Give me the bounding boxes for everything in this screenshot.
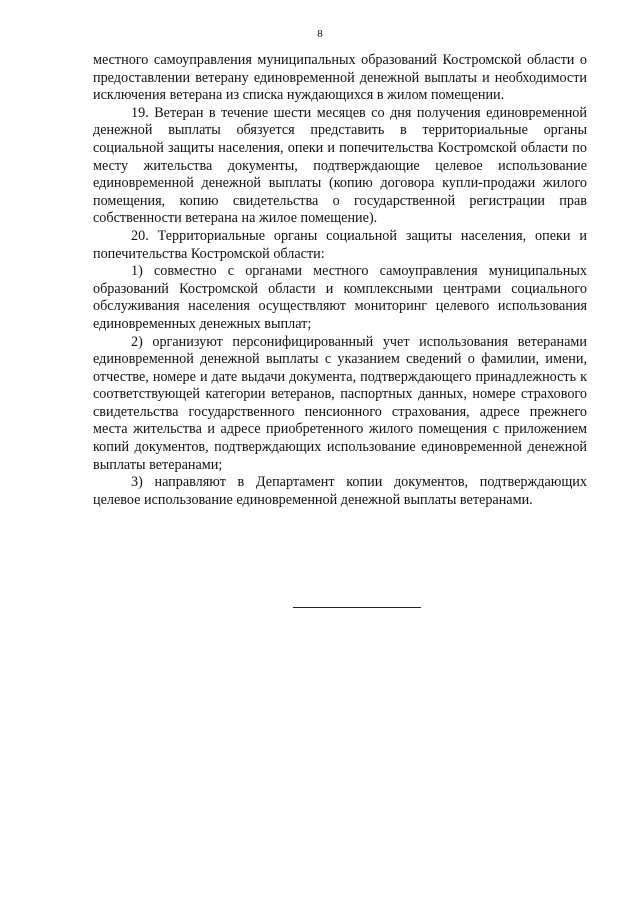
paragraph-item-19: 19. Ветеран в течение шести месяцев со дня получения единовременной денежной выплаты обязуется представить в территориальные органы социальной защиты населения, опеки и попечительства Костромской области по месту жительства документы, подтверждающие целевое использование единовременной денежной выплаты (копию договора купли-продажи жилого помещения, копию свидетельства о государственной регистрации прав собственности ветерана на жилое помещение). [93, 104, 587, 227]
end-of-document-rule [293, 607, 421, 608]
subitem-3: 3) направляют в Департамент копии документов, подтверждающих целевое использование единовременной денежной выплаты ветеранами. [93, 474, 587, 508]
page-number: 8 [317, 28, 323, 40]
paragraph-item-20: 20. Территориальные органы социальной защиты населения, опеки и попечительства Костромской области: [93, 227, 587, 262]
document-body [93, 52, 587, 509]
subitem-1: 1) совместно с органами местного самоуправления муниципальных образований Костромской области и комплексными центрами социального обслуживания населения осуществляют мониторинг целевого использования единовременных денежных выплат; [93, 263, 587, 332]
paragraph-continuation: местного самоуправления муниципальных образований Костромской области о предоставлении ветерану единовременной денежной выплаты и необходимости исключения ветерана из списка нуждающихся в жилом помещении. [93, 52, 587, 104]
subitem-2: 2) организуют персонифицированный учет использования ветеранами единовременной денежной выплаты с указанием сведений о фамилии, имени, отчестве, номере и дате выдачи документа, подтверждающего принадлежность к соответствующей категории ветеранов, паспортных данных, номере страхового свидетельства государственного пенсионного страхования, адресе прежнего места жительства и адресе приобретенного жилого помещения с приложением копий документов, подтверждающих использование единовременной денежной выплаты ветеранами; [93, 333, 587, 473]
